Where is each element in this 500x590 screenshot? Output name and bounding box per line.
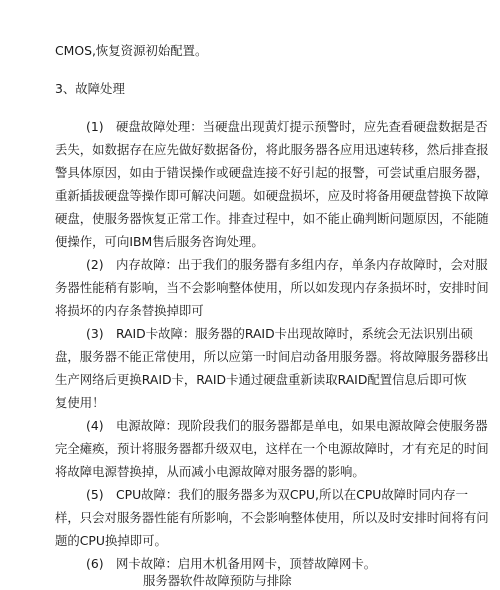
para-5-line-1: (5) CPU故障：我们的服务器多为双CPU,所以在CPU故障时同内存一 — [86, 487, 469, 502]
para-1-line-6: 便操作，可向IBM售后服务咨询处理。 — [55, 234, 264, 249]
para-3-line-3: 生产网络后更换RAID卡，RAID卡通过硬盘重新读取RAID配置信息后即可恢 — [55, 372, 467, 387]
para-1-line-4: 重新插拔硬盘等操作即可解决问题。如硬盘损坏，应及时将备用硬盘替换下故障 — [55, 188, 489, 203]
para-1-line-5: 硬盘，使服务器恢复正常工作。排查过程中，如不能止确判断问题原因，不能随 — [55, 211, 489, 226]
para-5-line-3: 题的CPU换掉即可。 — [55, 533, 167, 548]
para-1-line-2: 丢失，如数据存在应先做好数据备份，将此服务器各应用迅速转移，然后排查报 — [55, 142, 489, 157]
para-2-line-3: 将损坏的内存条替换掉即可 — [55, 303, 204, 318]
para-4-line-1: (4) 电源故障：现阶段我们的服务器都是单电，如果电源故障会使服务器 — [86, 418, 488, 433]
text-line-cmos: CMOS,恢复资源初始配置。 — [55, 43, 208, 58]
para-3-line-2: 盘，服务器不能正常使用，所以应第一时间启动备用服务器。将故障服务器移出 — [55, 349, 489, 364]
para-6-line-1: (6) 网卡故障：启用木机备用网卡，顶替故障网卡。 — [86, 556, 377, 571]
section-heading-software-faults: 服务器软件故障预防与排除 — [143, 573, 292, 588]
para-4-line-3: 将故障电源替换掉，从而减小电源故障对服务器的影响。 — [55, 464, 365, 479]
para-4-line-2: 完全瘫痪，预计将服务器都升级双电，这样在一个电源故障时，才有充足的时间 — [55, 441, 489, 456]
section-heading-fault-handling: 3、故障处理 — [55, 81, 125, 96]
para-1-line-3: 警具体原因，如由于错误操作或硬盘连接不好引起的报警，可尝试重启服务器， — [55, 165, 489, 180]
para-1-line-1: (1) 硬盘故障处理：当硬盘出现黄灯提示预警时，应先查看硬盘数据是否 — [86, 119, 488, 134]
para-3-line-4: 复使用！ — [55, 395, 105, 410]
para-2-line-1: (2) 内存故障：出于我们的服务器有多组内存，单条内存故障时，会对服 — [86, 257, 488, 272]
para-3-line-1: (3) RAID卡故障：服务器的RAID卡出现故障时，系统会无法识别出硕 — [86, 326, 473, 341]
para-5-line-2: 样，只会对服务器性能有所影响，不会影响整体使用，所以及时安排时间将有问 — [55, 510, 489, 525]
para-2-line-2: 务器性能稍有影响，当不会影响整体使用，所以如发现内存条损坏时，安排时间 — [55, 280, 489, 295]
